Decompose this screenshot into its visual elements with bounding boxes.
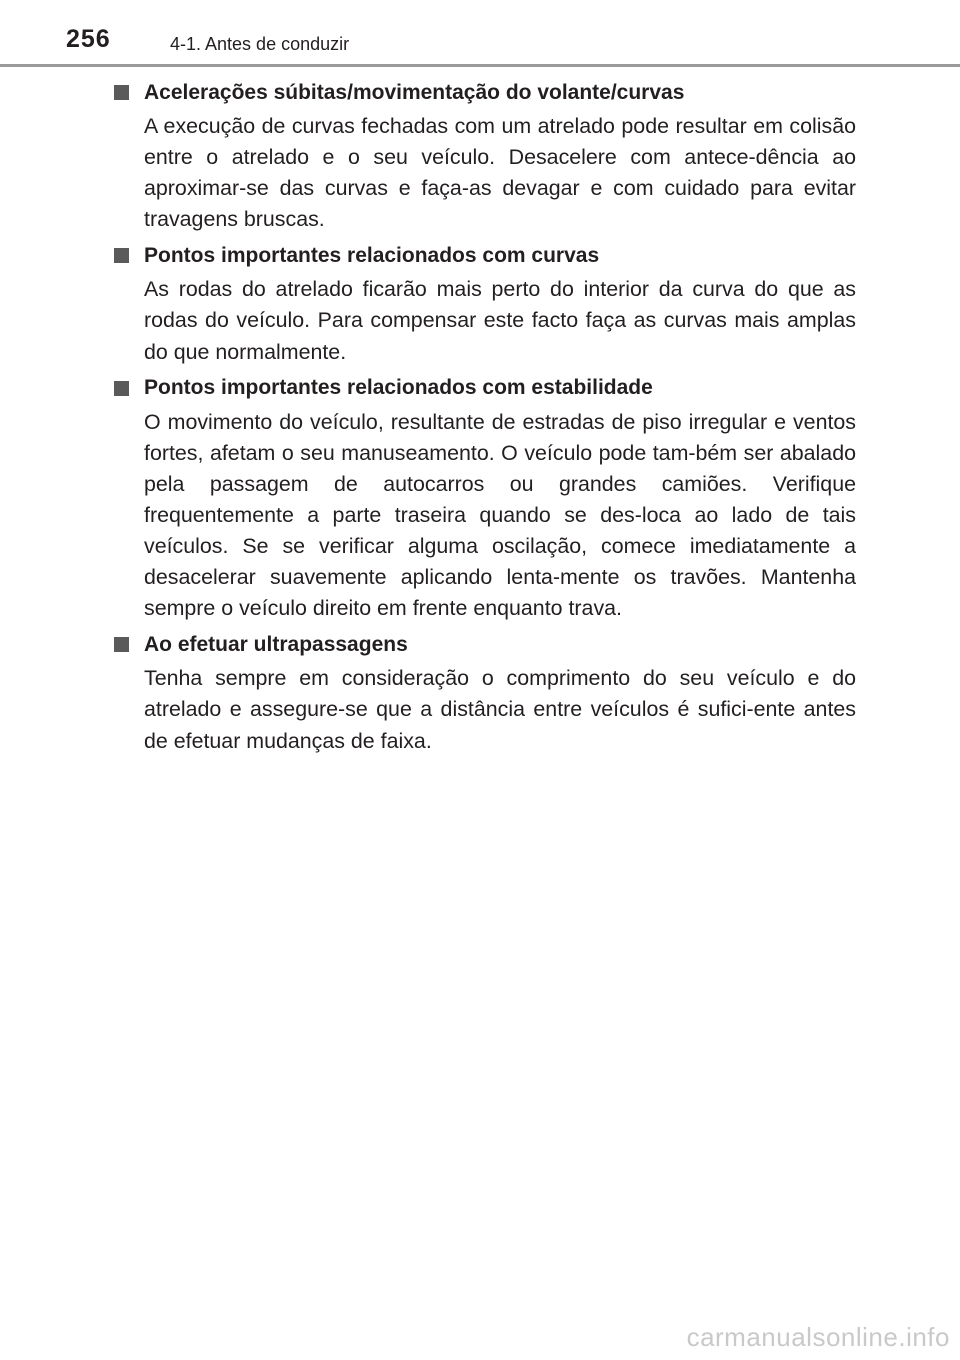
section-heading-text: Acelerações súbitas/movimentação do volante/curvas bbox=[144, 80, 685, 104]
section-body-text: O movimento do veículo, resultante de estradas de piso irregular e ventos fortes, afetam o seu manuseamento. O veículo pode tam-bém ser abalado pela passagem de autocarros ou grandes camiões. Verifique frequentemente a parte traseira quando se des-loca ao lado de tais veículos. Se se verificar alguma oscilação, comece imediatamente a desacelerar suavemente aplicando lenta-mente os travões. Mantenha sempre o veículo direito em frente enquanto trava. bbox=[144, 409, 856, 621]
page-header bbox=[0, 0, 960, 70]
section-body-text: Tenha sempre em consideração o comprimento do seu veículo e do atrelado e assegure-se que a distância entre veículos é sufici-ente antes de efetuar mudanças de faixa. bbox=[144, 666, 856, 753]
section-heading-text: Ao efetuar ultrapassagens bbox=[144, 632, 408, 656]
section-body-text: As rodas do atrelado ficarão mais perto do interior da curva do que as rodas do veículo. Para compensar este facto faça as curvas mais amplas do que normalmente. bbox=[144, 277, 856, 364]
section-heading-text: Pontos importantes relacionados com curvas bbox=[144, 243, 600, 267]
page-content bbox=[112, 76, 856, 761]
section-body-text: A execução de curvas fechadas com um atrelado pode resultar em colisão entre o atrelado e o seu veículo. Desacelere com antece-dência ao aproximar-se das curvas e faça-as devagar e com cuidado para evitar travagens bruscas. bbox=[144, 114, 856, 232]
square-bullet-icon bbox=[114, 637, 129, 652]
section-heading bbox=[112, 372, 856, 405]
square-bullet-icon bbox=[114, 85, 129, 100]
header-divider bbox=[0, 64, 960, 67]
section-turning-points bbox=[112, 239, 856, 367]
section-stability-points bbox=[112, 372, 856, 625]
section-heading-text: Pontos importantes relacionados com estabilidade bbox=[144, 376, 653, 400]
section-overtaking bbox=[112, 628, 856, 756]
page-number: 256 bbox=[66, 25, 111, 53]
section-heading bbox=[112, 628, 856, 661]
section-heading bbox=[112, 76, 856, 109]
square-bullet-icon bbox=[114, 381, 129, 396]
section-heading bbox=[112, 239, 856, 272]
section-title: 4-1. Antes de conduzir bbox=[170, 34, 350, 54]
watermark-text: carmanualsonline.info bbox=[686, 1322, 950, 1352]
section-sudden-maneuvers bbox=[112, 76, 856, 235]
square-bullet-icon bbox=[114, 248, 129, 263]
